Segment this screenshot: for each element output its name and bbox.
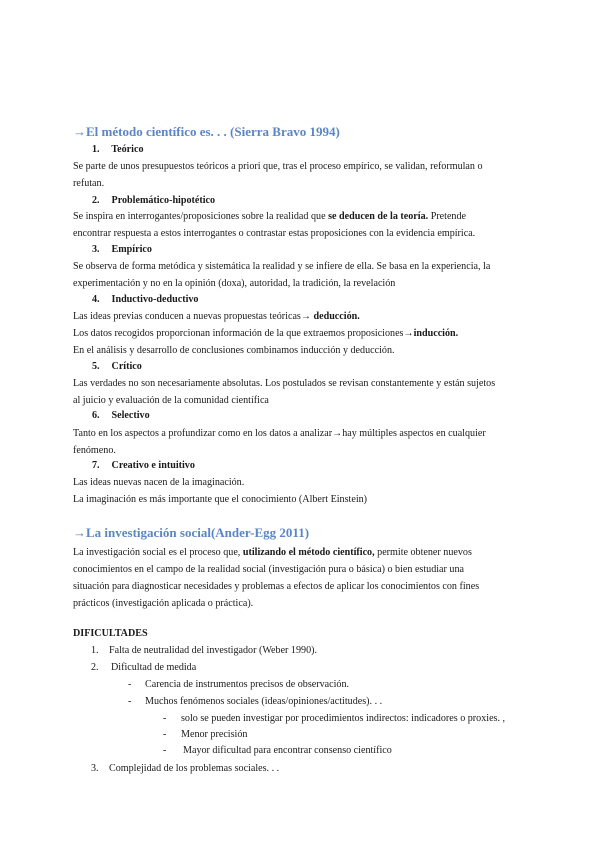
list-number: 3. [91, 763, 99, 774]
text-run: Pretende [428, 211, 467, 222]
list-item-text: Complejidad de los problemas sociales. . . [109, 763, 280, 774]
bold-text-run: inducción. [413, 328, 459, 339]
bullet-dash: - [128, 679, 132, 690]
paragraph-line [73, 325, 458, 342]
paragraph-line: al juicio y evaluación de la comunidad científica [73, 395, 269, 406]
subheading-empirico [92, 244, 152, 255]
subheading-title: Teórico [111, 144, 144, 155]
list-item [91, 763, 279, 774]
paragraph-line: encontrar respuesta a estos interrogantes o contrastar estas proposiciones con la evidencia empírica. [73, 228, 476, 239]
paragraph-line [73, 544, 472, 561]
bullet-text: Carencia de instrumentos precisos de observación. [145, 679, 350, 690]
bullet-text: Menor precisión [181, 729, 248, 740]
bullet-text: solo se pueden investigar por procedimientos indirectos: indicadores o proxies. , [181, 713, 506, 724]
section-heading-scientific-method: →El método científico es. . . (Sierra Bravo 1994) [73, 124, 340, 139]
paragraph-line: situación para diagnosticar necesidades y problemas a efectos de aplicar los conocimientos con fines [73, 581, 480, 592]
paragraph-line: Las verdades no son necesariamente absolutas. Los postulados se revisan constantemente y están sujetos [73, 378, 496, 389]
bullet-item [128, 679, 349, 690]
subheading-inductivo-deductivo [92, 294, 198, 305]
subheading-title: Creativo e intuitivo [111, 460, 195, 471]
subheading-critico [92, 361, 142, 372]
paragraph-line: En el análisis y desarrollo de conclusiones combinamos inducción y deducción. [73, 345, 395, 356]
text-run: La investigación social es el proceso que, [73, 547, 243, 558]
paragraph-line: Las ideas nuevas nacen de la imaginación. [73, 477, 245, 488]
subheading-title: Inductivo-deductivo [111, 294, 199, 305]
paragraph-line: experimentación y no en la opinión (doxa), autoridad, la tradición, la revelación [73, 278, 396, 289]
sub-bullet-item [163, 713, 505, 724]
section-heading-social-research: →La investigación social(Ander-Egg 2011) [73, 525, 310, 540]
subheading-teorico [92, 144, 144, 155]
text-run: Las ideas previas conducen a nuevas propuestas teóricas→ [73, 311, 314, 322]
subheading-number: 2. [92, 195, 100, 206]
list-item [91, 662, 196, 673]
bullet-text: Mayor dificultad para encontrar consenso científico [183, 745, 392, 756]
list-number: 1. [91, 645, 99, 656]
list-item [91, 645, 317, 656]
sub-bullet-item [163, 729, 247, 740]
subheading-number: 3. [92, 244, 100, 255]
list-item-text: Falta de neutralidad del investigador (Weber 1990). [109, 645, 318, 656]
paragraph-line: La imaginación es más importante que el conocimiento (Albert Einstein) [73, 494, 368, 505]
bullet-dash: - [128, 696, 132, 707]
difficulties-heading: DIFICULTADES [73, 628, 148, 639]
text-run: permite obtener nuevos [374, 547, 472, 558]
subheading-title: Crítico [111, 361, 142, 372]
list-item-text: Dificultad de medida [111, 662, 197, 673]
paragraph-line: conocimientos en el campo de la realidad social (investigación pura o básica) o bien estudiar una [73, 564, 464, 575]
paragraph-line: Se observa de forma metódica y sistemática la realidad y se infiere de ella. Se basa en la experiencia, la [73, 261, 491, 272]
subheading-number: 6. [92, 410, 100, 421]
subheading-title: Problemático-hipotético [111, 195, 216, 206]
paragraph-line [73, 308, 360, 325]
list-number: 2. [91, 662, 99, 673]
bullet-dash: - [163, 745, 167, 756]
bullet-text: Muchos fenómenos sociales (ideas/opiniones/actitudes). . . [145, 696, 383, 707]
paragraph-line: Se parte de unos presupuestos teóricos a priori que, tras el proceso empírico, se validan, reformulan o [73, 161, 483, 172]
bullet-item [128, 696, 382, 707]
bold-text-run: se deducen de la teoría. [328, 211, 429, 222]
subheading-selectivo [92, 410, 150, 421]
subheading-problematico-hipotetico [92, 195, 215, 206]
paragraph-line: Tanto en los aspectos a profundizar como en los datos a analizar→hay múltiples aspectos en cualquier [73, 428, 486, 439]
subheading-title: Empírico [111, 244, 152, 255]
subheading-number: 7. [92, 460, 100, 471]
subheading-creativo-intuitivo [92, 460, 195, 471]
paragraph-line: prácticos (investigación aplicada o práctica). [73, 598, 254, 609]
bullet-dash: - [163, 713, 167, 724]
subheading-number: 4. [92, 294, 100, 305]
subheading-number: 1. [92, 144, 100, 155]
subheading-number: 5. [92, 361, 100, 372]
bold-text-run: utilizando el método científico, [242, 547, 375, 558]
bullet-dash: - [163, 729, 167, 740]
paragraph-line [73, 208, 466, 225]
paragraph-line: refutan. [73, 178, 105, 189]
subheading-title: Selectivo [111, 410, 150, 421]
text-run: Se inspira en interrogantes/proposiciones sobre la realidad que [73, 211, 329, 222]
paragraph-line: fenómeno. [73, 445, 116, 456]
text-run: Los datos recogidos proporcionan información de la que extraemos proposiciones→ [73, 328, 414, 339]
sub-bullet-item [163, 745, 392, 756]
bold-text-run: deducción. [313, 311, 360, 322]
